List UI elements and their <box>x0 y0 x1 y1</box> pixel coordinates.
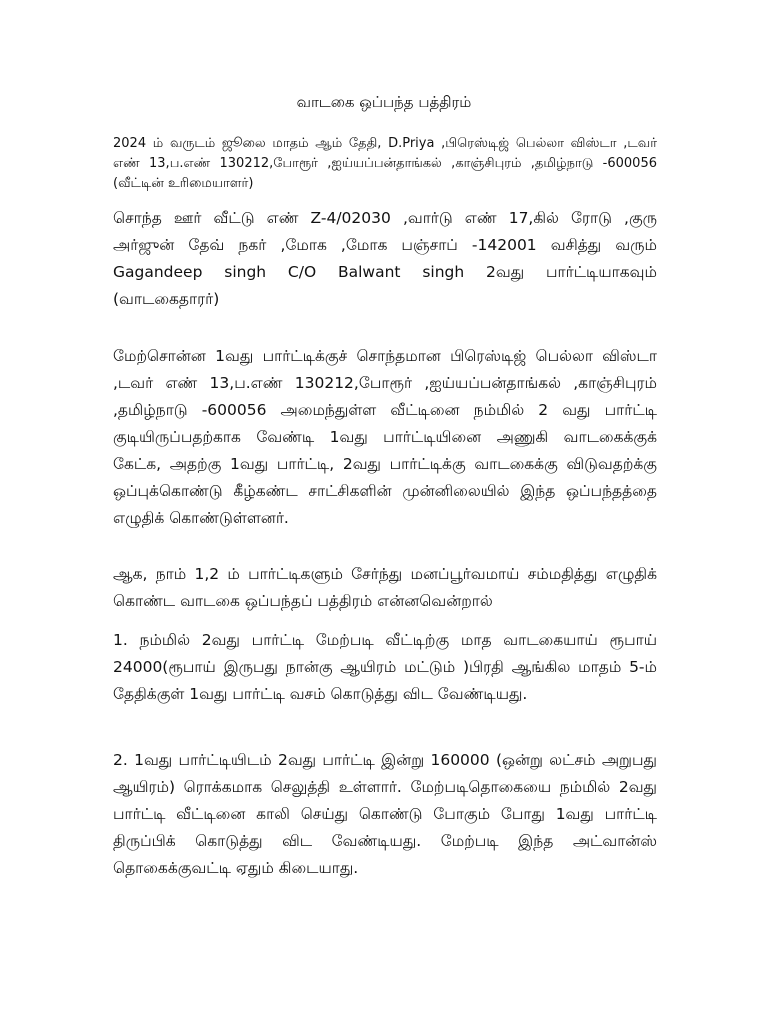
paragraph-clause-2: 2. 1வது பார்ட்டியிடம் 2வது பார்ட்டி இன்று 160000 (ஒன்று லட்சம் அறுபது ஆயிரம்) ரொக்கமாக செலுத்தி உள்ளார். மேற்படிதொகையை நம்மில் 2வது பார்ட்டி வீட்டினை காலி செய்து கொண்டு போகும் போது 1வது பார்ட்டி திருப்பிக் கொடுத்து விட வேண்டியது. மேற்படி இந்த அட்வான்ஸ் தொகைக்குவட்டி ஏதும் கிடையாது. <box>113 751 657 877</box>
document-title: வாடகை ஒப்பந்த பத்திரம் <box>296 93 472 111</box>
paragraph-property: மேற்சொன்ன 1வது பார்ட்டிக்குச் சொந்தமான பிரெஸ்டிஜ் பெல்லா விஸ்டா ,டவர் எண் 13,ப.எண் 130212,போரூர் ,ஐய்யப்பன்தாங்கல் ,காஞ்சிபுரம் ,தமிழ்நாடு -600056 அமைந்துள்ள வீட்டினை நம்மில் 2 வது பார்ட்டி குடியிருப்பதற்காக வேண்டி 1வது பார்ட்டியினை அணுகி வாடகைக்குக் கேட்க, அதற்கு 1வது பார்ட்டி, 2வது பார்ட்டிக்கு வாடகைக்கு விடுவதற்க்கு ஒப்புக்கொண்டு கீழ்கண்ட சாட்சிகளின் முன்னிலையில் இந்த ஒப்பந்தத்தை எழுதிக் கொண்டுள்ளனர். <box>113 347 657 527</box>
paragraph-agreement-intro: ஆக, நாம் 1,2 ம் பார்ட்டிகளும் சேர்ந்து மனப்பூர்வமாய் சம்மதித்து எழுதிக் கொண்ட வாடகை ஒப்பந்தப் பத்திரம் என்னவென்றால் <box>113 565 657 610</box>
paragraph-clause-1: 1. நம்மில் 2வது பார்ட்டி மேற்படி வீட்டிற்கு மாத வாடகையாய் ரூபாய் 24000(ரூபாய் இருபது நான்கு ஆயிரம் மட்டும் )பிரதி ஆங்கில மாதம் 5-ம் தேதிக்குள் 1வது பார்ட்டி வசம் கொடுத்து விட வேண்டியது. <box>113 631 657 703</box>
paragraph-tenant: சொந்த ஊர் வீட்டு எண் Z-4/02030 ,வார்டு எண் 17,கில் ரோடு ,குரு அர்ஜுன் தேவ் நகர் ,மோக ,மோக பஞ்சாப் -142001 வசித்து வரும் Gagandeep singh C/O Balwant singh 2வது பார்ட்டியாகவும் (வாடகைதாரர்) <box>113 209 657 308</box>
paragraph-date-owner: 2024 ம் வருடம் ஜூலை மாதம் ஆம் தேதி, D.Priya ,பிரெஸ்டிஜ் பெல்லா விஸ்டா ,டவர் எண் 13,ப.எண் 130212,போரூர் ,ஐய்யப்பன்தாங்கல் ,காஞ்சிபுரம் ,தமிழ்நாடு -600056 (வீட்டின் உரிமையாளர்) <box>113 136 657 191</box>
